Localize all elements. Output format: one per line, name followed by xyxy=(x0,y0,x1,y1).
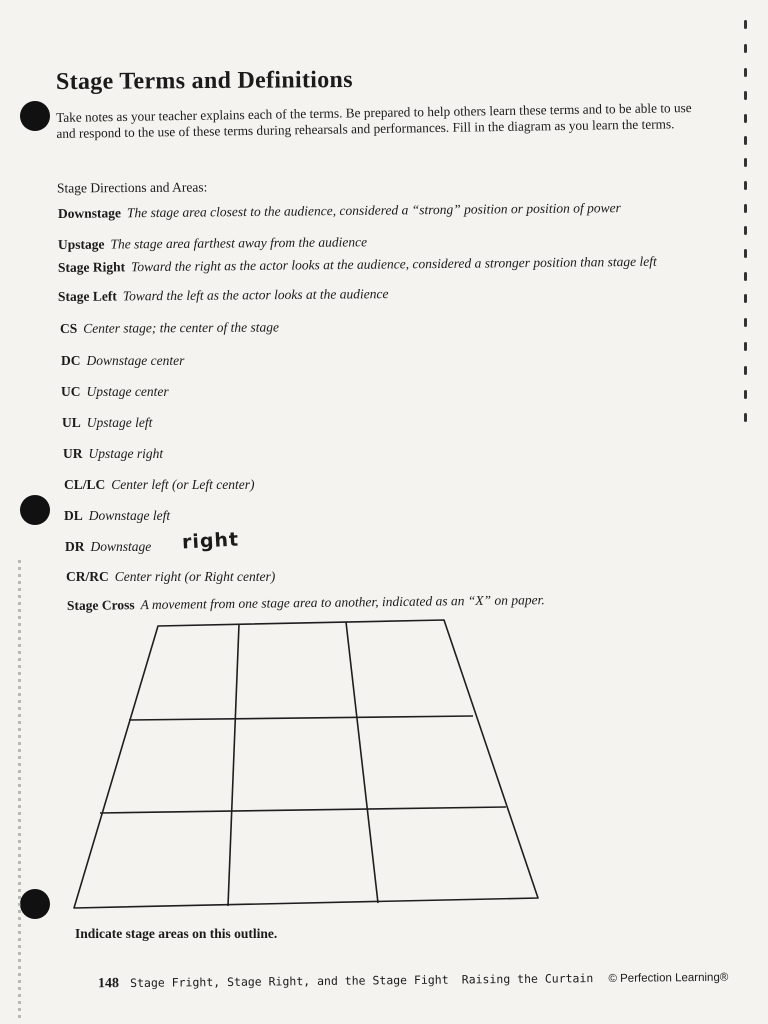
handwritten-answer: right xyxy=(181,528,240,554)
term-definition: Downstage left xyxy=(88,508,171,523)
term-dr xyxy=(65,539,151,555)
term-definition: A movement from one stage area to another, indicated as an “X” on paper. xyxy=(140,592,545,613)
term-name: Stage Right xyxy=(57,259,126,275)
section-heading: Stage Directions and Areas: xyxy=(56,179,208,196)
term-definition: The stage area farthest away from the audience xyxy=(110,234,368,252)
term-cl-lc xyxy=(64,477,254,493)
term-name: Upstage xyxy=(57,236,105,252)
stage-grid-line xyxy=(129,716,473,720)
term-name: CS xyxy=(59,320,78,336)
term-definition: Upstage left xyxy=(86,415,153,430)
diagram-caption: Indicate stage areas on this outline. xyxy=(75,926,278,941)
stage-outline-border xyxy=(74,620,538,908)
term-ul xyxy=(62,415,152,431)
term-cs xyxy=(60,319,279,337)
stage-outline-diagram xyxy=(60,610,560,915)
term-definition: Center stage; the center of the stage xyxy=(83,319,280,336)
term-dl xyxy=(64,508,170,524)
term-name: Downstage xyxy=(57,205,122,221)
binding-edge xyxy=(18,560,21,1020)
page-footer xyxy=(98,970,728,993)
term-name: CR/RC xyxy=(66,569,109,584)
term-stage-right xyxy=(58,254,657,276)
term-definition: The stage area closest to the audience, considered a “strong” position or position of power xyxy=(126,200,621,221)
term-definition: Upstage center xyxy=(86,384,169,399)
term-name: DR xyxy=(65,539,85,554)
perforation-marks xyxy=(744,18,758,458)
term-downstage xyxy=(58,200,621,222)
term-name: DC xyxy=(61,353,81,368)
term-definition: Downstage center xyxy=(86,353,185,368)
term-name: UR xyxy=(63,446,83,461)
term-name: CL/LC xyxy=(64,477,106,492)
term-definition: Toward the right as the actor looks at the audience, considered a stronger position than stage left xyxy=(131,253,657,275)
binder-hole xyxy=(20,889,50,919)
term-dc xyxy=(61,353,184,369)
term-name: Stage Left xyxy=(57,288,117,304)
term-upstage xyxy=(58,234,367,253)
intro-paragraph: Take notes as your teacher explains each of the terms. Be prepared to help others learn these terms and to be able to use and respond to the use of these terms during rehearsals and performances. Fill in the diagram as you learn the terms. xyxy=(56,100,692,141)
term-definition: Downstage xyxy=(90,539,152,554)
term-cr-rc xyxy=(66,569,275,585)
stage-grid-line xyxy=(228,624,239,906)
term-stage-left xyxy=(58,286,389,305)
term-name: Stage Cross xyxy=(66,597,135,613)
term-ur xyxy=(63,446,163,462)
term-name: UC xyxy=(61,384,81,399)
term-name: DL xyxy=(64,508,83,523)
binder-hole xyxy=(20,495,50,525)
page-title: Stage Terms and Definitions xyxy=(55,66,353,96)
term-name: UL xyxy=(62,415,81,430)
footer-publisher: © Perfection Learning® xyxy=(608,971,729,985)
term-definition: Toward the left as the actor looks at the audience xyxy=(122,286,389,304)
footer-book-title: Raising the Curtain xyxy=(461,971,594,987)
stage-grid-line xyxy=(346,622,378,903)
term-definition: Center right (or Right center) xyxy=(114,569,276,584)
binder-hole xyxy=(20,101,50,131)
page-number: 148 xyxy=(97,976,120,992)
term-definition: Upstage right xyxy=(88,446,164,461)
term-uc xyxy=(61,384,169,400)
footer-chapter: Stage Fright, Stage Right, and the Stage Fight xyxy=(130,972,449,990)
term-definition: Center left (or Left center) xyxy=(111,477,255,492)
stage-grid-line xyxy=(100,807,506,813)
